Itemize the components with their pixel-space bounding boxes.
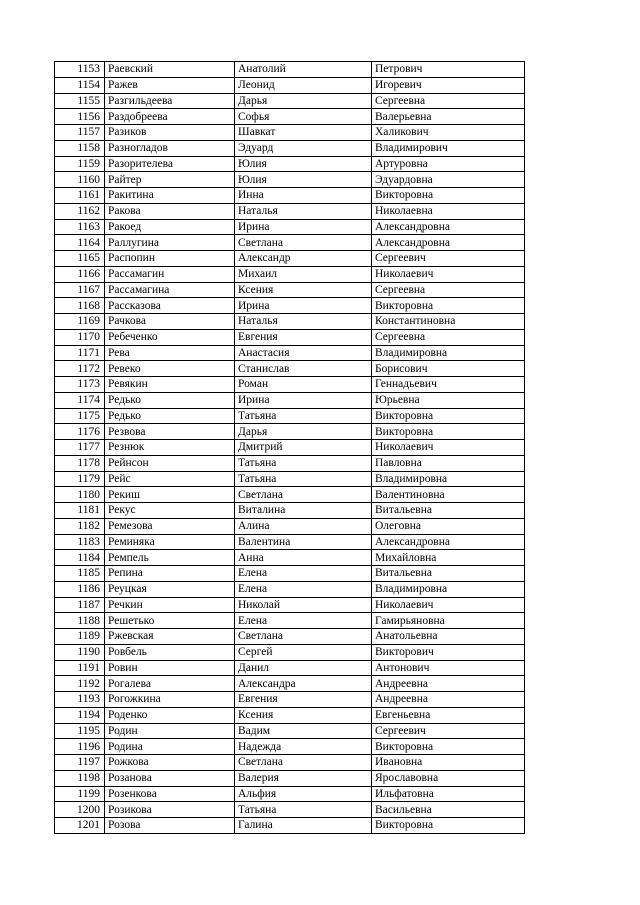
patronymic-cell: Владимировна <box>372 345 525 361</box>
row-number-cell: 1155 <box>55 93 105 109</box>
table-row <box>55 266 525 282</box>
patronymic-cell: Гамирьяновна <box>372 613 525 629</box>
surname-cell: Репина <box>105 566 235 582</box>
table-row <box>55 471 525 487</box>
patronymic-cell: Сергеевич <box>372 723 525 739</box>
patronymic-cell: Николаевна <box>372 203 525 219</box>
first-name-cell: Михаил <box>235 266 372 282</box>
first-name-cell: Татьяна <box>235 455 372 471</box>
table-row <box>55 455 525 471</box>
patronymic-cell: Владимировна <box>372 581 525 597</box>
first-name-cell: Леонид <box>235 77 372 93</box>
surname-cell: Ровин <box>105 660 235 676</box>
surname-cell: Речкин <box>105 597 235 613</box>
surname-cell: Розова <box>105 818 235 834</box>
patronymic-cell: Александровна <box>372 219 525 235</box>
surname-cell: Разногладов <box>105 140 235 156</box>
surname-cell: Решетько <box>105 613 235 629</box>
row-number-cell: 1187 <box>55 597 105 613</box>
surname-cell: Ревеко <box>105 361 235 377</box>
first-name-cell: Станислав <box>235 361 372 377</box>
first-name-cell: Наталья <box>235 314 372 330</box>
table-row <box>55 314 525 330</box>
row-number-cell: 1169 <box>55 314 105 330</box>
row-number-cell: 1168 <box>55 298 105 314</box>
table-row <box>55 707 525 723</box>
surname-cell: Рогалева <box>105 676 235 692</box>
patronymic-cell: Николаевич <box>372 440 525 456</box>
patronymic-cell: Витальевна <box>372 566 525 582</box>
row-number-cell: 1196 <box>55 739 105 755</box>
row-number-cell: 1160 <box>55 172 105 188</box>
row-number-cell: 1178 <box>55 455 105 471</box>
first-name-cell: Виталина <box>235 503 372 519</box>
table-row <box>55 424 525 440</box>
patronymic-cell: Николаевич <box>372 266 525 282</box>
row-number-cell: 1201 <box>55 818 105 834</box>
table-row <box>55 235 525 251</box>
patronymic-cell: Павловна <box>372 455 525 471</box>
surname-cell: Рева <box>105 345 235 361</box>
patronymic-cell: Константиновна <box>372 314 525 330</box>
patronymic-cell: Геннадьевич <box>372 377 525 393</box>
row-number-cell: 1158 <box>55 140 105 156</box>
patronymic-cell: Антонович <box>372 660 525 676</box>
row-number-cell: 1167 <box>55 282 105 298</box>
patronymic-cell: Анатольевна <box>372 629 525 645</box>
first-name-cell: Светлана <box>235 629 372 645</box>
first-name-cell: Валерия <box>235 770 372 786</box>
row-number-cell: 1177 <box>55 440 105 456</box>
row-number-cell: 1181 <box>55 503 105 519</box>
row-number-cell: 1200 <box>55 802 105 818</box>
table-row <box>55 739 525 755</box>
table-row <box>55 188 525 204</box>
patronymic-cell: Викторович <box>372 644 525 660</box>
surname-cell: Редько <box>105 392 235 408</box>
surname-cell: Рассамагин <box>105 266 235 282</box>
surname-cell: Раздобреева <box>105 109 235 125</box>
first-name-cell: Николай <box>235 597 372 613</box>
surname-cell: Рассказова <box>105 298 235 314</box>
patronymic-cell: Николаевич <box>372 597 525 613</box>
row-number-cell: 1193 <box>55 692 105 708</box>
surname-cell: Розанова <box>105 770 235 786</box>
table-row <box>55 818 525 834</box>
patronymic-cell: Викторовна <box>372 739 525 755</box>
row-number-cell: 1192 <box>55 676 105 692</box>
surname-cell: Реуцкая <box>105 581 235 597</box>
table-row <box>55 770 525 786</box>
table-row <box>55 503 525 519</box>
first-name-cell: Юлия <box>235 156 372 172</box>
first-name-cell: Александр <box>235 251 372 267</box>
patronymic-cell: Викторовна <box>372 408 525 424</box>
surname-cell: Ржевская <box>105 629 235 645</box>
table-row <box>55 597 525 613</box>
surname-cell: Родина <box>105 739 235 755</box>
first-name-cell: Шавкат <box>235 125 372 141</box>
first-name-cell: Валентина <box>235 534 372 550</box>
first-name-cell: Наталья <box>235 203 372 219</box>
table-row <box>55 786 525 802</box>
patronymic-cell: Валентиновна <box>372 487 525 503</box>
table-row <box>55 93 525 109</box>
first-name-cell: Елена <box>235 566 372 582</box>
table-row <box>55 109 525 125</box>
first-name-cell: Светлана <box>235 755 372 771</box>
row-number-cell: 1166 <box>55 266 105 282</box>
row-number-cell: 1179 <box>55 471 105 487</box>
first-name-cell: Ирина <box>235 219 372 235</box>
patronymic-cell: Халикович <box>372 125 525 141</box>
patronymic-cell: Михайловна <box>372 550 525 566</box>
row-number-cell: 1170 <box>55 329 105 345</box>
table-row <box>55 802 525 818</box>
table-row <box>55 676 525 692</box>
surname-cell: Резнюк <box>105 440 235 456</box>
surname-cell: Реминяка <box>105 534 235 550</box>
surname-cell: Рейс <box>105 471 235 487</box>
surname-cell: Рожкова <box>105 755 235 771</box>
surname-cell: Раевский <box>105 62 235 78</box>
first-name-cell: Ирина <box>235 392 372 408</box>
first-name-cell: Надежда <box>235 739 372 755</box>
surname-cell: Розенкова <box>105 786 235 802</box>
patronymic-cell: Юрьевна <box>372 392 525 408</box>
row-number-cell: 1188 <box>55 613 105 629</box>
table-row <box>55 644 525 660</box>
patronymic-cell: Борисович <box>372 361 525 377</box>
surname-cell: Ребеченко <box>105 329 235 345</box>
patronymic-cell: Артуровна <box>372 156 525 172</box>
table-row <box>55 613 525 629</box>
patronymic-cell: Петрович <box>372 62 525 78</box>
table-body <box>55 62 525 834</box>
first-name-cell: Алина <box>235 518 372 534</box>
table-row <box>55 361 525 377</box>
patronymic-cell: Ильфатовна <box>372 786 525 802</box>
patronymic-cell: Олеговна <box>372 518 525 534</box>
row-number-cell: 1175 <box>55 408 105 424</box>
table-row <box>55 629 525 645</box>
first-name-cell: Ксения <box>235 282 372 298</box>
first-name-cell: Татьяна <box>235 802 372 818</box>
first-name-cell: Елена <box>235 613 372 629</box>
patronymic-cell: Александровна <box>372 235 525 251</box>
table-row <box>55 660 525 676</box>
patronymic-cell: Ярославовна <box>372 770 525 786</box>
surname-cell: Редько <box>105 408 235 424</box>
row-number-cell: 1171 <box>55 345 105 361</box>
patronymic-cell: Эдуардовна <box>372 172 525 188</box>
patronymic-cell: Сергеевна <box>372 93 525 109</box>
surname-cell: Родин <box>105 723 235 739</box>
surname-cell: Ракитина <box>105 188 235 204</box>
surname-cell: Ровбель <box>105 644 235 660</box>
patronymic-cell: Сергеевич <box>372 251 525 267</box>
table-row <box>55 62 525 78</box>
first-name-cell: Евгения <box>235 692 372 708</box>
table-row <box>55 345 525 361</box>
first-name-cell: Александра <box>235 676 372 692</box>
surname-cell: Рачкова <box>105 314 235 330</box>
table-row <box>55 377 525 393</box>
row-number-cell: 1174 <box>55 392 105 408</box>
table-row <box>55 298 525 314</box>
surname-cell: Разгильдеева <box>105 93 235 109</box>
table-row <box>55 140 525 156</box>
row-number-cell: 1172 <box>55 361 105 377</box>
first-name-cell: Светлана <box>235 235 372 251</box>
first-name-cell: Галина <box>235 818 372 834</box>
surname-cell: Рейнсон <box>105 455 235 471</box>
row-number-cell: 1180 <box>55 487 105 503</box>
row-number-cell: 1199 <box>55 786 105 802</box>
first-name-cell: Анастасия <box>235 345 372 361</box>
table-row <box>55 156 525 172</box>
row-number-cell: 1198 <box>55 770 105 786</box>
row-number-cell: 1154 <box>55 77 105 93</box>
patronymic-cell: Викторовна <box>372 298 525 314</box>
row-number-cell: 1197 <box>55 755 105 771</box>
first-name-cell: Инна <box>235 188 372 204</box>
first-name-cell: Софья <box>235 109 372 125</box>
first-name-cell: Ксения <box>235 707 372 723</box>
surname-cell: Распопин <box>105 251 235 267</box>
patronymic-cell: Сергеевна <box>372 329 525 345</box>
table-row <box>55 723 525 739</box>
surname-cell: Раллугина <box>105 235 235 251</box>
first-name-cell: Анатолий <box>235 62 372 78</box>
patronymic-cell: Владимировна <box>372 471 525 487</box>
table-row <box>55 203 525 219</box>
row-number-cell: 1185 <box>55 566 105 582</box>
row-number-cell: 1195 <box>55 723 105 739</box>
patronymic-cell: Витальевна <box>372 503 525 519</box>
first-name-cell: Вадим <box>235 723 372 739</box>
first-name-cell: Сергей <box>235 644 372 660</box>
patronymic-cell: Андреевна <box>372 692 525 708</box>
row-number-cell: 1153 <box>55 62 105 78</box>
patronymic-cell: Викторовна <box>372 424 525 440</box>
name-list-table <box>54 61 525 834</box>
first-name-cell: Дарья <box>235 93 372 109</box>
patronymic-cell: Викторовна <box>372 188 525 204</box>
first-name-cell: Светлана <box>235 487 372 503</box>
table-row <box>55 534 525 550</box>
row-number-cell: 1184 <box>55 550 105 566</box>
patronymic-cell: Ивановна <box>372 755 525 771</box>
surname-cell: Ремпель <box>105 550 235 566</box>
patronymic-cell: Викторовна <box>372 818 525 834</box>
surname-cell: Ражев <box>105 77 235 93</box>
surname-cell: Ремезова <box>105 518 235 534</box>
row-number-cell: 1164 <box>55 235 105 251</box>
row-number-cell: 1162 <box>55 203 105 219</box>
first-name-cell: Роман <box>235 377 372 393</box>
first-name-cell: Татьяна <box>235 408 372 424</box>
patronymic-cell: Евгеньевна <box>372 707 525 723</box>
surname-cell: Ракоед <box>105 219 235 235</box>
surname-cell: Разорителева <box>105 156 235 172</box>
first-name-cell: Ирина <box>235 298 372 314</box>
table-row <box>55 755 525 771</box>
first-name-cell: Дарья <box>235 424 372 440</box>
surname-cell: Розикова <box>105 802 235 818</box>
row-number-cell: 1165 <box>55 251 105 267</box>
table-row <box>55 408 525 424</box>
first-name-cell: Елена <box>235 581 372 597</box>
surname-cell: Рекиш <box>105 487 235 503</box>
row-number-cell: 1194 <box>55 707 105 723</box>
table-row <box>55 125 525 141</box>
row-number-cell: 1157 <box>55 125 105 141</box>
first-name-cell: Альфия <box>235 786 372 802</box>
surname-cell: Ревякин <box>105 377 235 393</box>
surname-cell: Рассамагина <box>105 282 235 298</box>
row-number-cell: 1161 <box>55 188 105 204</box>
first-name-cell: Евгения <box>235 329 372 345</box>
row-number-cell: 1183 <box>55 534 105 550</box>
patronymic-cell: Игоревич <box>372 77 525 93</box>
row-number-cell: 1189 <box>55 629 105 645</box>
surname-cell: Разиков <box>105 125 235 141</box>
row-number-cell: 1159 <box>55 156 105 172</box>
first-name-cell: Анна <box>235 550 372 566</box>
surname-cell: Рогожкина <box>105 692 235 708</box>
surname-cell: Резвова <box>105 424 235 440</box>
patronymic-cell: Васильевна <box>372 802 525 818</box>
row-number-cell: 1182 <box>55 518 105 534</box>
first-name-cell: Дмитрий <box>235 440 372 456</box>
table-row <box>55 581 525 597</box>
patronymic-cell: Александровна <box>372 534 525 550</box>
row-number-cell: 1191 <box>55 660 105 676</box>
table-row <box>55 77 525 93</box>
surname-cell: Роденко <box>105 707 235 723</box>
row-number-cell: 1173 <box>55 377 105 393</box>
first-name-cell: Юлия <box>235 172 372 188</box>
row-number-cell: 1186 <box>55 581 105 597</box>
patronymic-cell: Сергеевна <box>372 282 525 298</box>
row-number-cell: 1163 <box>55 219 105 235</box>
first-name-cell: Эдуард <box>235 140 372 156</box>
table-row <box>55 392 525 408</box>
first-name-cell: Данил <box>235 660 372 676</box>
patronymic-cell: Валерьевна <box>372 109 525 125</box>
surname-cell: Ракова <box>105 203 235 219</box>
table-row <box>55 329 525 345</box>
table-row <box>55 219 525 235</box>
table-row <box>55 172 525 188</box>
patronymic-cell: Андреевна <box>372 676 525 692</box>
table-row <box>55 566 525 582</box>
table-row <box>55 251 525 267</box>
row-number-cell: 1190 <box>55 644 105 660</box>
row-number-cell: 1176 <box>55 424 105 440</box>
table-row <box>55 518 525 534</box>
surname-cell: Рекус <box>105 503 235 519</box>
surname-cell: Райтер <box>105 172 235 188</box>
table-row <box>55 440 525 456</box>
table-row <box>55 550 525 566</box>
table-row <box>55 692 525 708</box>
patronymic-cell: Владимирович <box>372 140 525 156</box>
table-row <box>55 487 525 503</box>
table-row <box>55 282 525 298</box>
row-number-cell: 1156 <box>55 109 105 125</box>
first-name-cell: Татьяна <box>235 471 372 487</box>
